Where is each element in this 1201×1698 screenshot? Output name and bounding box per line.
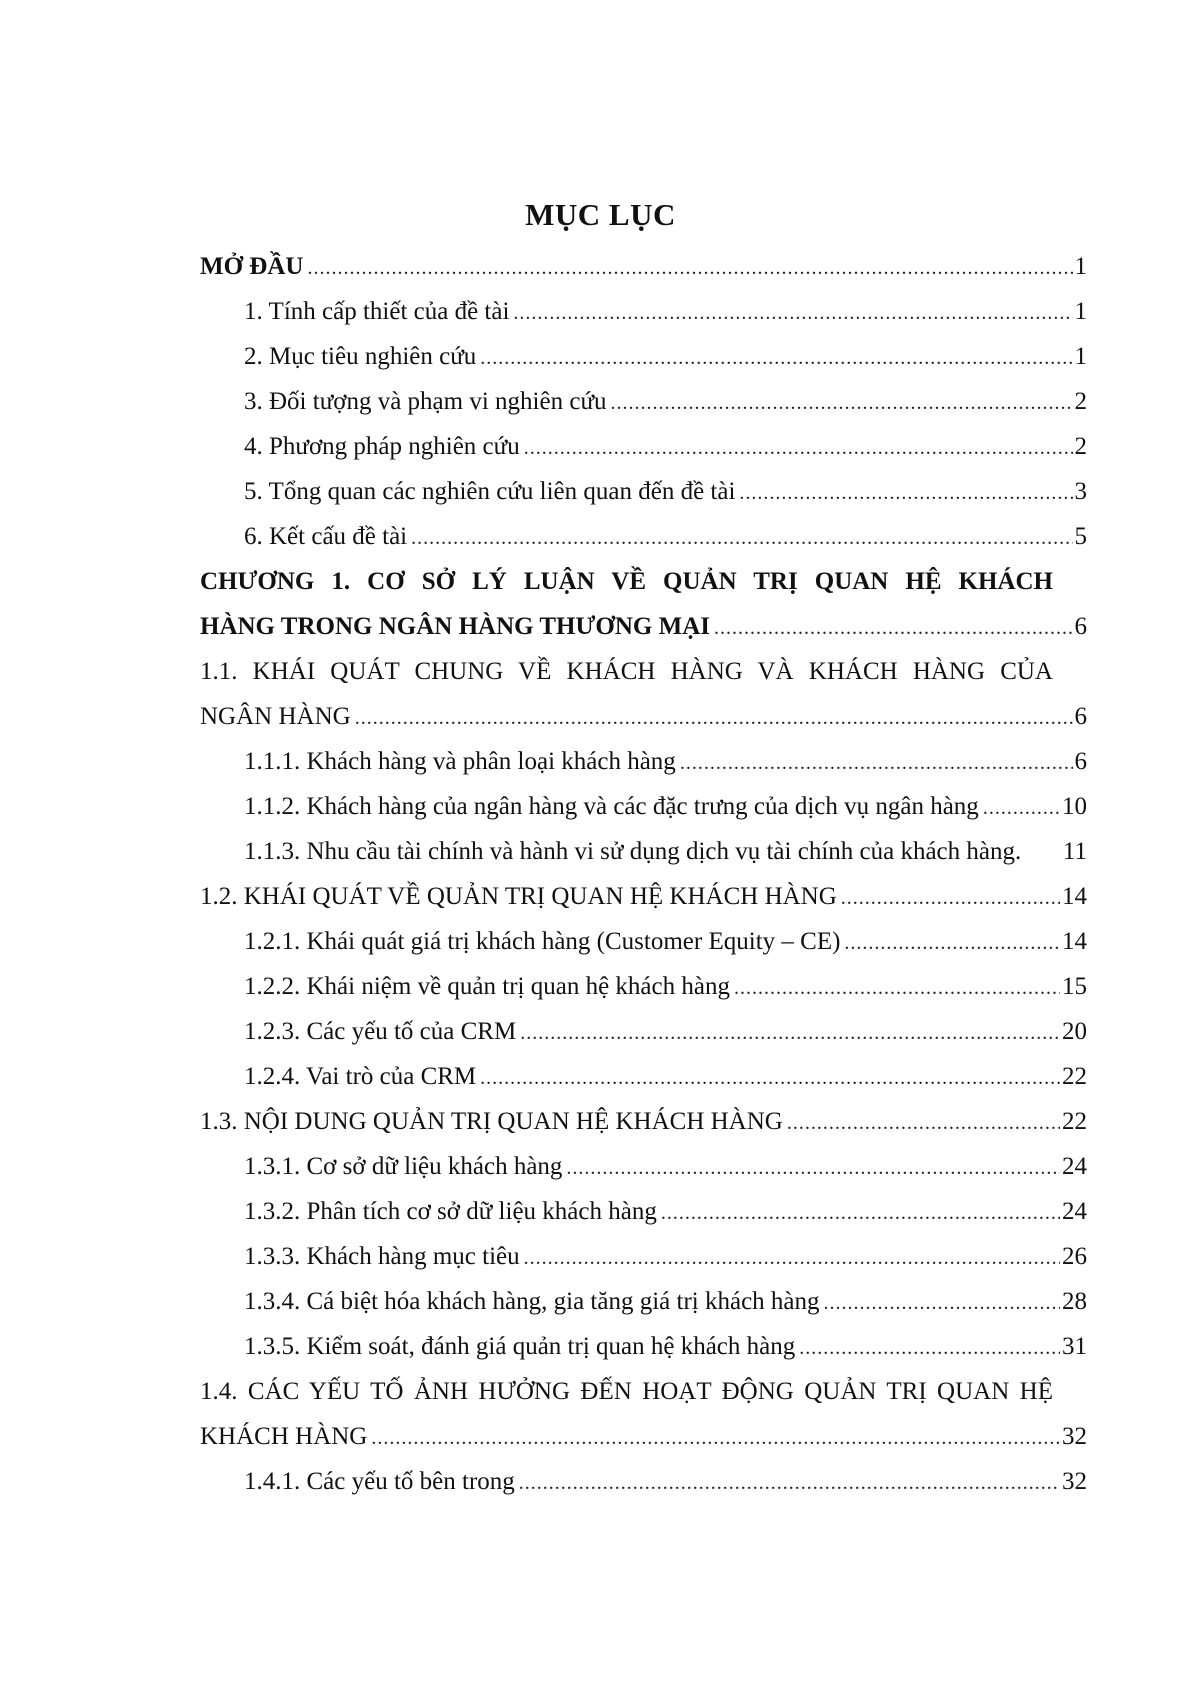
toc-page-number: 15 — [1062, 973, 1087, 1000]
toc-page-number: 1 — [1074, 298, 1087, 325]
page-title: MỤC LỤC — [525, 197, 676, 232]
toc-entry[interactable] — [200, 469, 1087, 514]
toc-page-number: 6 — [1074, 613, 1087, 640]
toc-entry-text: 1.1.2. Khách hàng của ngân hàng và các đặc trưng của dịch vụ ngân hàng — [244, 793, 979, 820]
toc-page-number: 14 — [1062, 928, 1087, 955]
toc-entry[interactable] — [200, 1369, 1087, 1414]
toc-page-number: 32 — [1062, 1423, 1087, 1450]
toc-page-number: 6 — [1074, 703, 1087, 730]
dot-leader — [983, 784, 1060, 831]
dot-leader — [411, 514, 1072, 561]
toc-page-number: 10 — [1062, 793, 1087, 820]
toc-entry-text: HÀNG TRONG NGÂN HÀNG THƯƠNG MẠI — [200, 613, 710, 640]
toc-entry[interactable] — [200, 964, 1087, 1009]
toc-entry[interactable] — [200, 1234, 1087, 1279]
toc-page-number: 3 — [1074, 478, 1087, 505]
toc-entry[interactable] — [200, 289, 1087, 334]
toc-page-number: 1 — [1074, 343, 1087, 370]
dot-leader — [513, 289, 1072, 336]
dot-leader — [611, 379, 1073, 426]
toc-entry[interactable] — [200, 1144, 1087, 1189]
toc-entry[interactable] — [200, 244, 1087, 289]
dot-leader — [714, 604, 1073, 651]
toc-entry-text: MỞ ĐẦU — [200, 253, 304, 280]
toc-entry[interactable] — [200, 1054, 1087, 1099]
toc-page-number: 5 — [1074, 523, 1087, 550]
toc-entry-text: 2. Mục tiêu nghiên cứu — [244, 343, 477, 370]
toc-entry-text: 1.4. CÁC YẾU TỐ ẢNH HƯỞNG ĐẾN HOẠT ĐỘNG QUẢN TRỊ QUAN HỆ — [200, 1378, 1053, 1405]
toc-page-number: 2 — [1074, 433, 1087, 460]
toc-page-number: 14 — [1062, 883, 1087, 910]
toc-entry-text: 1.1.3. Nhu cầu tài chính và hành vi sử dụng dịch vụ tài chính của khách hàng. — [244, 838, 1022, 865]
dot-leader — [524, 424, 1073, 471]
toc-entry[interactable] — [200, 1324, 1087, 1369]
toc-entry[interactable] — [200, 919, 1087, 964]
toc-entry-text: 1.2.1. Khái quát giá trị khách hàng (Customer Equity – CE) — [244, 928, 841, 955]
dot-leader — [355, 694, 1073, 741]
toc-entry[interactable] — [200, 694, 1087, 739]
toc-entry[interactable] — [200, 1099, 1087, 1144]
toc-page-number: 26 — [1062, 1243, 1087, 1270]
toc-entry-text: 1.3.5. Kiểm soát, đánh giá quản trị quan hệ khách hàng — [244, 1333, 796, 1360]
dot-leader — [844, 919, 1060, 966]
toc-entry-text: 1.2.3. Các yếu tố của CRM — [244, 1018, 517, 1045]
toc-entry-text: 1.2.2. Khái niệm về quản trị quan hệ khách hàng — [244, 973, 730, 1000]
toc-page-number: 20 — [1062, 1018, 1087, 1045]
toc-entry[interactable] — [200, 559, 1087, 604]
toc-entry-text: 1.2.4. Vai trò của CRM — [244, 1063, 477, 1090]
toc-page-number: 24 — [1062, 1153, 1087, 1180]
dot-leader — [519, 1459, 1060, 1506]
toc-page-number: 6 — [1074, 748, 1087, 775]
toc-entry-text: 4. Phương pháp nghiên cứu — [244, 433, 520, 460]
toc-entry[interactable] — [200, 829, 1087, 874]
toc-entry-text: 3. Đối tượng và phạm vi nghiên cứu — [244, 388, 607, 415]
dot-leader — [787, 1099, 1060, 1146]
table-of-contents — [200, 244, 1087, 1504]
dot-leader — [480, 334, 1072, 381]
toc-page-number: 31 — [1062, 1333, 1087, 1360]
toc-entry-text: 6. Kết cấu đề tài — [244, 523, 408, 550]
dot-leader — [661, 1189, 1060, 1236]
toc-entry-text: 1.1. KHÁI QUÁT CHUNG VỀ KHÁCH HÀNG VÀ KHÁCH HÀNG CỦA — [200, 658, 1053, 685]
toc-entry-text: 1.4.1. Các yếu tố bên trong — [244, 1468, 515, 1495]
toc-page-number: 22 — [1062, 1063, 1087, 1090]
toc-entry-text: 1.1.1. Khách hàng và phân loại khách hàng — [244, 748, 676, 775]
toc-entry[interactable] — [200, 649, 1087, 694]
toc-page-number: 32 — [1062, 1468, 1087, 1495]
toc-entry[interactable] — [200, 334, 1087, 379]
toc-entry[interactable] — [200, 874, 1087, 919]
toc-entry[interactable] — [200, 1189, 1087, 1234]
toc-entry[interactable] — [200, 1279, 1087, 1324]
toc-page-number: 11 — [1062, 838, 1087, 865]
toc-entry-text: 1. Tính cấp thiết của đề tài — [244, 298, 510, 325]
dot-leader — [566, 1144, 1060, 1191]
dot-leader — [841, 874, 1060, 921]
toc-entry[interactable] — [200, 424, 1087, 469]
toc-entry[interactable] — [200, 1414, 1087, 1459]
toc-entry-text: 1.3.2. Phân tích cơ sở dữ liệu khách hàng — [244, 1198, 657, 1225]
toc-entry-text: 1.2. KHÁI QUÁT VỀ QUẢN TRỊ QUAN HỆ KHÁCH HÀNG — [200, 883, 837, 910]
dot-leader — [799, 1324, 1060, 1371]
dot-leader — [680, 739, 1073, 786]
toc-entry[interactable] — [200, 784, 1087, 829]
toc-entry[interactable] — [200, 514, 1087, 559]
dot-leader — [824, 1279, 1060, 1326]
toc-entry-text: NGÂN HÀNG — [200, 703, 351, 730]
toc-entry[interactable] — [200, 604, 1087, 649]
dot-leader — [739, 469, 1072, 516]
toc-page-number: 22 — [1062, 1108, 1087, 1135]
toc-entry[interactable] — [200, 1009, 1087, 1054]
toc-entry-text: 1.3.1. Cơ sở dữ liệu khách hàng — [244, 1153, 563, 1180]
dot-leader — [734, 964, 1060, 1011]
toc-entry-text: CHƯƠNG 1. CƠ SỞ LÝ LUẬN VỀ QUẢN TRỊ QUAN HỆ KHÁCH — [200, 568, 1053, 595]
toc-entry[interactable] — [200, 1459, 1087, 1504]
dot-leader — [524, 1234, 1060, 1281]
toc-entry-text: 1.3. NỘI DUNG QUẢN TRỊ QUAN HỆ KHÁCH HÀNG — [200, 1108, 783, 1135]
dot-leader — [520, 1009, 1060, 1056]
dot-leader — [371, 1414, 1060, 1461]
toc-entry-text: 5. Tổng quan các nghiên cứu liên quan đến đề tài — [244, 478, 736, 505]
toc-page-number: 28 — [1062, 1288, 1087, 1315]
toc-page-number: 1 — [1074, 253, 1087, 280]
dot-leader — [480, 1054, 1060, 1101]
toc-entry-text: KHÁCH HÀNG — [200, 1423, 368, 1450]
toc-entry-text: 1.3.4. Cá biệt hóa khách hàng, gia tăng giá trị khách hàng — [244, 1288, 820, 1315]
toc-entry-text: 1.3.3. Khách hàng mục tiêu — [244, 1243, 520, 1270]
toc-page-number: 2 — [1074, 388, 1087, 415]
toc-page-number: 24 — [1062, 1198, 1087, 1225]
toc-entry[interactable] — [200, 739, 1087, 784]
toc-entry[interactable] — [200, 379, 1087, 424]
dot-leader — [307, 244, 1072, 291]
